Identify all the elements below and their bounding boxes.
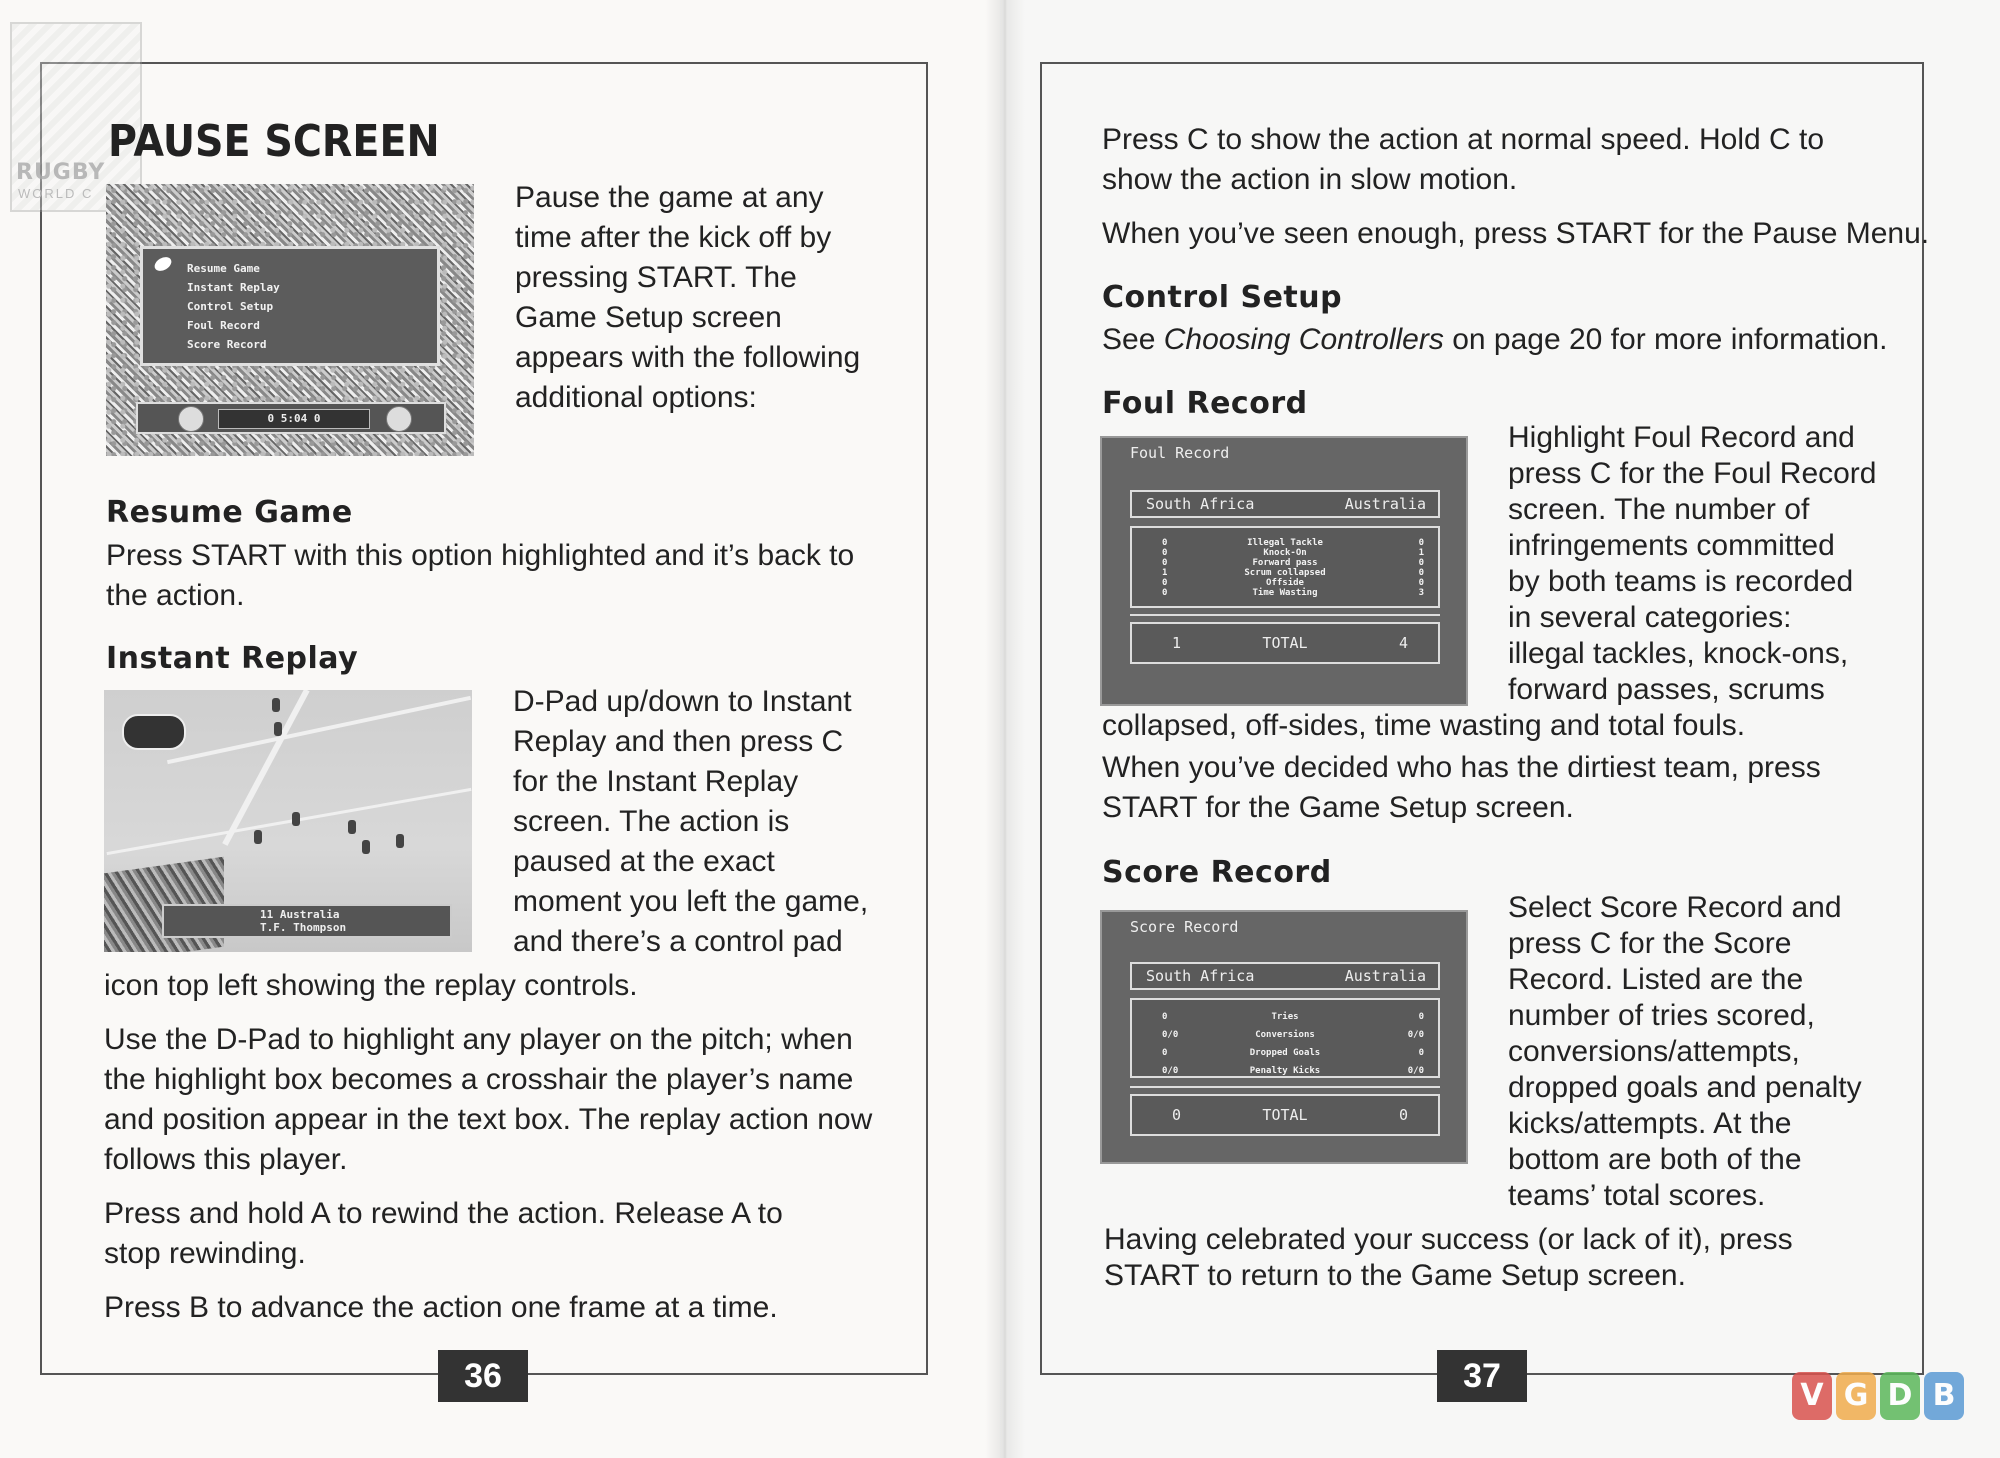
choosing-controllers-reference: Choosing Controllers xyxy=(1163,323,1444,356)
text-line: When you’ve decided who has the dirtiest team, press xyxy=(1102,751,1821,784)
text-line: pressing START. The xyxy=(515,261,797,294)
score-category: Penalty Kicks xyxy=(1249,1066,1321,1076)
text-line: the action. xyxy=(106,579,245,612)
foul-row xyxy=(1132,538,1438,548)
text-line: and there’s a control pad xyxy=(513,925,843,958)
text-line: show the action in slow motion. xyxy=(1102,163,1518,196)
team-crest-icon xyxy=(386,406,412,432)
score-value-right: 0/0 xyxy=(1407,1030,1424,1040)
total-label: TOTAL xyxy=(1262,634,1308,652)
foul-record-screenshot xyxy=(1100,436,1468,706)
replay-player-box xyxy=(162,904,452,938)
foul-row xyxy=(1132,568,1438,578)
foul-count-left: 1 xyxy=(1162,568,1168,578)
foul-count-left: 0 xyxy=(1162,578,1168,588)
foul-row xyxy=(1132,578,1438,588)
foul-count-left: 0 xyxy=(1162,588,1168,598)
logo-subtext: WORLD C xyxy=(18,186,94,201)
page-number-right: 37 xyxy=(1437,1350,1527,1402)
player xyxy=(348,820,356,834)
score-category: Conversions xyxy=(1255,1030,1315,1040)
text-line: press C for the Foul Record xyxy=(1508,457,1877,490)
team-names xyxy=(1130,962,1440,990)
text-line: time after the kick off by xyxy=(515,221,832,254)
team-names xyxy=(1130,490,1440,518)
player xyxy=(272,698,280,712)
logo-text: RUGBY xyxy=(16,160,106,185)
text-line: in several categories: xyxy=(1508,601,1792,634)
team-crest-icon xyxy=(178,406,204,432)
text-line: Use the D-Pad to highlight any player on the pitch; when xyxy=(104,1023,853,1056)
text-line: by both teams is recorded xyxy=(1508,565,1854,598)
text-line: additional options: xyxy=(515,381,757,414)
pause-screen-screenshot xyxy=(106,184,474,456)
text-line: dropped goals and penalty xyxy=(1508,1071,1862,1104)
seen-enough-text: When you’ve seen enough, press START for the Pause Menu. xyxy=(1102,217,1930,250)
text-line: and position appear in the text box. The replay action now xyxy=(104,1103,873,1136)
player xyxy=(396,834,404,848)
foul-row xyxy=(1132,588,1438,598)
text-line: kicks/attempts. At the xyxy=(1508,1107,1792,1140)
foul-record-tail: collapsed, off-sides, time wasting and total fouls. xyxy=(1102,709,1746,742)
menu-item: Instant Replay xyxy=(187,281,280,294)
text-line: Pause the game at any xyxy=(515,181,824,214)
text-line: infringements committed xyxy=(1508,529,1835,562)
text-line: appears with the following xyxy=(515,341,861,374)
celebrate-text xyxy=(1104,1222,1793,1294)
text-line: Replay and then press C xyxy=(513,725,844,758)
score-table xyxy=(1130,998,1440,1078)
score-record-text xyxy=(1508,890,1862,1214)
pause-intro xyxy=(515,178,860,418)
foul-category: Time Wasting xyxy=(1252,588,1318,598)
foul-count-right: 1 xyxy=(1418,548,1424,558)
text-line: moment you left the game, xyxy=(513,885,869,918)
score-category: Tries xyxy=(1271,1012,1299,1022)
score-category: Dropped Goals xyxy=(1249,1048,1321,1058)
score-value-left: 0/0 xyxy=(1162,1066,1179,1076)
menu-item: Control Setup xyxy=(187,300,274,313)
text-line: conversions/attempts, xyxy=(1508,1035,1800,1068)
foul-table xyxy=(1130,526,1440,608)
menu-item: Resume Game xyxy=(187,262,260,275)
foul-category: Forward pass xyxy=(1252,558,1318,568)
control-setup-heading: Control Setup xyxy=(1102,280,1343,315)
pause-menu-panel xyxy=(140,246,440,366)
watermark-letter: V xyxy=(1792,1372,1832,1420)
control-pad-icon xyxy=(122,714,186,750)
text-line: Game Setup screen xyxy=(515,301,782,334)
speed-text xyxy=(1102,120,1824,200)
score-display: 0 5:04 0 xyxy=(218,409,370,429)
score-value-left: 0 xyxy=(1162,1048,1168,1058)
dirtiest-team-text xyxy=(1102,748,1821,828)
score-value-left: 0/0 xyxy=(1162,1030,1179,1040)
total-left: 0 xyxy=(1172,1106,1182,1124)
text-line: Press C to show the action at normal speed. Hold C to xyxy=(1102,123,1825,156)
watermark-letter: B xyxy=(1924,1372,1964,1420)
text-line: press C for the Score xyxy=(1508,927,1792,960)
resume-game-heading: Resume Game xyxy=(106,495,353,530)
total-label: TOTAL xyxy=(1262,1106,1308,1124)
score-value-right: 0/0 xyxy=(1407,1066,1424,1076)
text-line: screen. The action is xyxy=(513,805,790,838)
text-line: screen. The number of xyxy=(1508,493,1810,526)
text-line: Select Score Record and xyxy=(1508,891,1842,924)
pitch-line xyxy=(167,696,471,764)
text-line: Press START with this option highlighted and it’s back to xyxy=(106,539,855,572)
foul-category: Knock-On xyxy=(1263,548,1307,558)
score-value-right: 0 xyxy=(1418,1012,1424,1022)
total-right: 4 xyxy=(1398,634,1408,652)
dpad-text xyxy=(104,1020,872,1180)
text-line: teams’ total scores. xyxy=(1508,1179,1766,1212)
foul-count-right: 0 xyxy=(1418,538,1424,548)
foul-count-right: 0 xyxy=(1418,568,1424,578)
score-record-title: Score Record xyxy=(1130,918,1239,936)
text-line: START to return to the Game Setup screen. xyxy=(1104,1259,1686,1292)
text-line: for the Instant Replay xyxy=(513,765,799,798)
team-right: Australia xyxy=(1344,495,1426,513)
foul-count-right: 0 xyxy=(1418,558,1424,568)
foul-record-text xyxy=(1508,420,1876,708)
text-line: START for the Game Setup screen. xyxy=(1102,791,1574,824)
text-line: the highlight box becomes a crosshair the player’s name xyxy=(104,1063,854,1096)
control-setup-text xyxy=(1102,320,1887,360)
book-gutter xyxy=(985,0,1025,1458)
pitch-line xyxy=(107,788,472,855)
score-row xyxy=(1132,1062,1438,1080)
text-line: bottom are both of the xyxy=(1508,1143,1802,1176)
rewind-text xyxy=(104,1194,783,1274)
text-line: forward passes, scrums xyxy=(1508,673,1825,706)
instant-replay-tail: icon top left showing the replay controls. xyxy=(104,969,638,1002)
text-line: D-Pad up/down to Instant xyxy=(513,685,852,718)
team-left: South Africa xyxy=(1146,495,1255,513)
score-row xyxy=(1132,1044,1438,1062)
vgdb-watermark xyxy=(1792,1372,1968,1428)
menu-item: Foul Record xyxy=(187,319,260,332)
player xyxy=(362,840,370,854)
foul-record-heading: Foul Record xyxy=(1102,386,1308,421)
score-value-left: 0 xyxy=(1162,1012,1168,1022)
score-bar xyxy=(136,402,446,434)
team-left: South Africa xyxy=(1146,967,1255,985)
divider xyxy=(1130,614,1440,616)
player-info-line: 11 Australia xyxy=(260,908,340,921)
score-row xyxy=(1132,1026,1438,1044)
player xyxy=(292,812,300,826)
foul-row xyxy=(1132,548,1438,558)
foul-total-row xyxy=(1130,622,1440,664)
total-right: 0 xyxy=(1398,1106,1408,1124)
score-record-heading: Score Record xyxy=(1102,855,1332,890)
text-line: Highlight Foul Record and xyxy=(1508,421,1855,454)
score-total-row xyxy=(1130,1094,1440,1136)
text-span: on page 20 for more information. xyxy=(1443,323,1888,356)
instant-replay-screenshot xyxy=(104,690,472,952)
score-value-right: 0 xyxy=(1418,1048,1424,1058)
total-left: 1 xyxy=(1172,634,1182,652)
text-line: illegal tackles, knock-ons, xyxy=(1508,637,1849,670)
foul-category: Offside xyxy=(1266,578,1304,588)
watermark-letter: D xyxy=(1880,1372,1920,1420)
text-line: paused at the exact xyxy=(513,845,775,878)
text-line: follows this player. xyxy=(104,1143,348,1176)
team-right: Australia xyxy=(1344,967,1426,985)
text-line: number of tries scored, xyxy=(1508,999,1815,1032)
instant-replay-text xyxy=(513,682,868,962)
player xyxy=(274,722,282,736)
page-title: PAUSE SCREEN xyxy=(108,116,440,167)
foul-category: Scrum collapsed xyxy=(1244,568,1326,578)
resume-game-text xyxy=(106,536,854,616)
watermark-letter: G xyxy=(1836,1372,1876,1420)
foul-count-left: 0 xyxy=(1162,558,1168,568)
text-line: stop rewinding. xyxy=(104,1237,306,1270)
advance-text: Press B to advance the action one frame at a time. xyxy=(104,1291,778,1324)
foul-count-left: 0 xyxy=(1162,538,1168,548)
text-line: Press and hold A to rewind the action. Release A to xyxy=(104,1197,783,1230)
player-info-line: T.F. Thompson xyxy=(260,921,347,934)
foul-category: Illegal Tackle xyxy=(1247,538,1323,548)
foul-count-right: 3 xyxy=(1418,588,1424,598)
text-line: Having celebrated your success (or lack of it), press xyxy=(1104,1223,1793,1256)
menu-item: Score Record xyxy=(187,338,267,351)
score-record-screenshot xyxy=(1100,910,1468,1164)
page-number-left: 36 xyxy=(438,1350,528,1402)
text-line: Record. Listed are the xyxy=(1508,963,1804,996)
foul-count-left: 0 xyxy=(1162,548,1168,558)
player xyxy=(254,830,262,844)
text-span: See xyxy=(1102,323,1164,356)
instant-replay-heading: Instant Replay xyxy=(106,641,359,676)
foul-count-right: 0 xyxy=(1418,578,1424,588)
foul-row xyxy=(1132,558,1438,568)
divider xyxy=(1130,1086,1440,1088)
score-row xyxy=(1132,1008,1438,1026)
foul-record-title: Foul Record xyxy=(1130,444,1230,462)
